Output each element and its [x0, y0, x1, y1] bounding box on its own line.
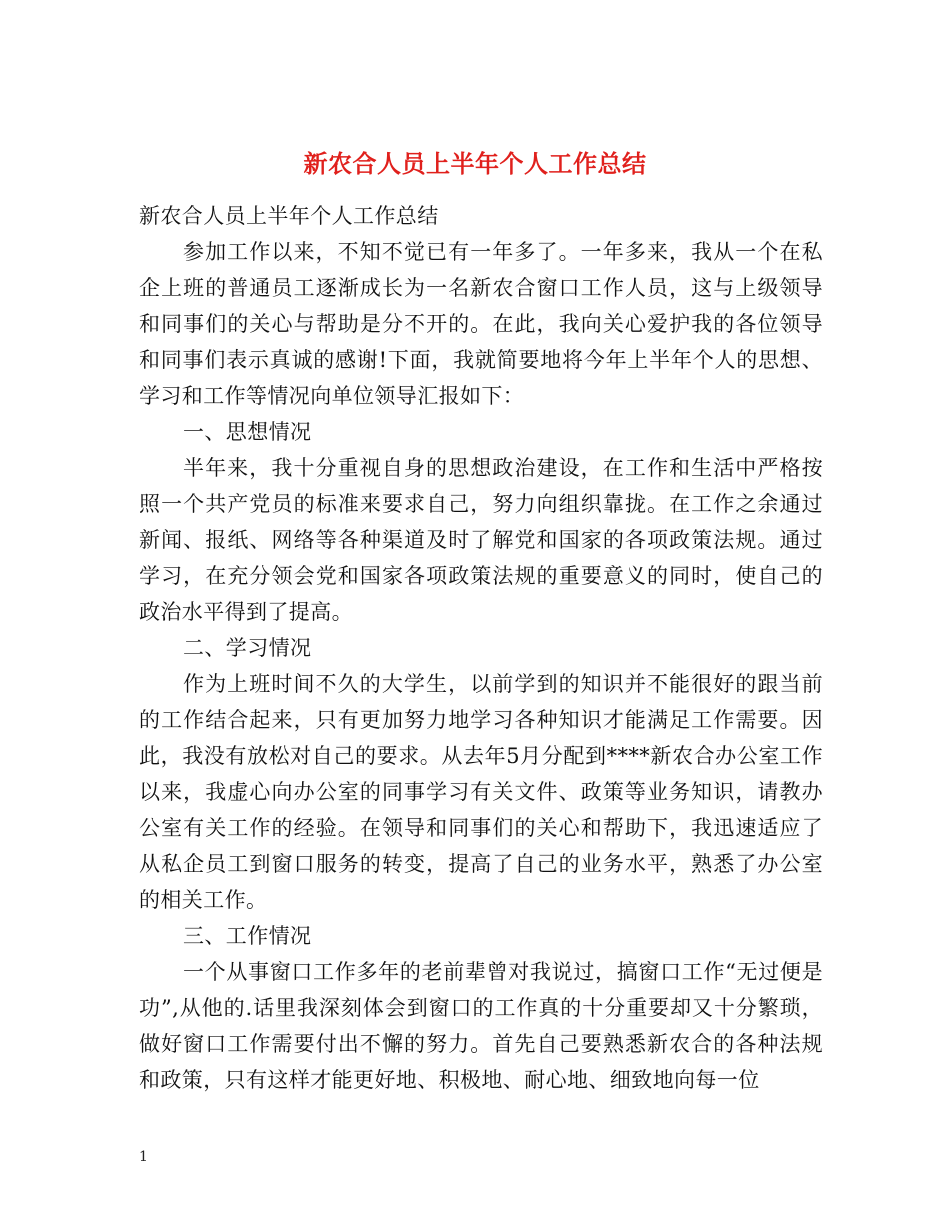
page-number: 1 [139, 1149, 148, 1165]
document-body [139, 198, 823, 1098]
document-subtitle: 新农合人员上半年个人工作总结 [139, 204, 439, 228]
section-heading-thought: 一、思想情况 [183, 420, 312, 444]
section-heading-work: 三、工作情况 [183, 924, 312, 948]
document-title: 新农合人员上半年个人工作总结 [303, 149, 647, 179]
section-text-work: 一个从事窗口工作多年的老前辈曾对我说过，搞窗口工作“无过便是功”,从他的.话里我深刻体会到窗口的工作真的十分重要却又十分繁琐，做好窗口工作需要付出不懈的努力。首先自己要熟悉新农合的各种法规和政策，只有这样才能更好地、积极地、耐心地、细致地向每一位 [139, 960, 823, 1092]
section-text-thought: 半年来，我十分重视自身的思想政治建设，在工作和生活中严格按照一个共产党员的标准来要求自己，努力向组织靠拢。在工作之余通过新闻、报纸、网络等各种渠道及时了解党和国家的各项政策法规。通过学习，在充分领会党和国家各项政策法规的重要意义的同时，使自己的政治水平得到了提高。 [139, 456, 823, 624]
section-text-study: 作为上班时间不久的大学生，以前学到的知识并不能很好的跟当前的工作结合起来，只有更加努力地学习各种知识才能满足工作需要。因此，我没有放松对自己的要求。从去年5月分配到****新农合办公室工作以来，我虚心向办公室的同事学习有关文件、政策等业务知识，请教办公室有关工作的经验。在领导和同事们的关心和帮助下，我迅速适应了从私企员工到窗口服务的转变，提高了自己的业务水平，熟悉了办公室的相关工作。 [139, 672, 823, 912]
section-heading-study: 二、学习情况 [183, 636, 312, 660]
intro-paragraph: 参加工作以来，不知不觉已有一年多了。一年多来，我从一个在私企上班的普通员工逐渐成长为一名新农合窗口工作人员，这与上级领导和同事们的关心与帮助是分不开的。在此，我向关心爱护我的各位领导和同事们表示真诚的感谢!下面，我就简要地将今年上半年个人的思想、学习和工作等情况向单位领导汇报如下： [139, 240, 823, 408]
